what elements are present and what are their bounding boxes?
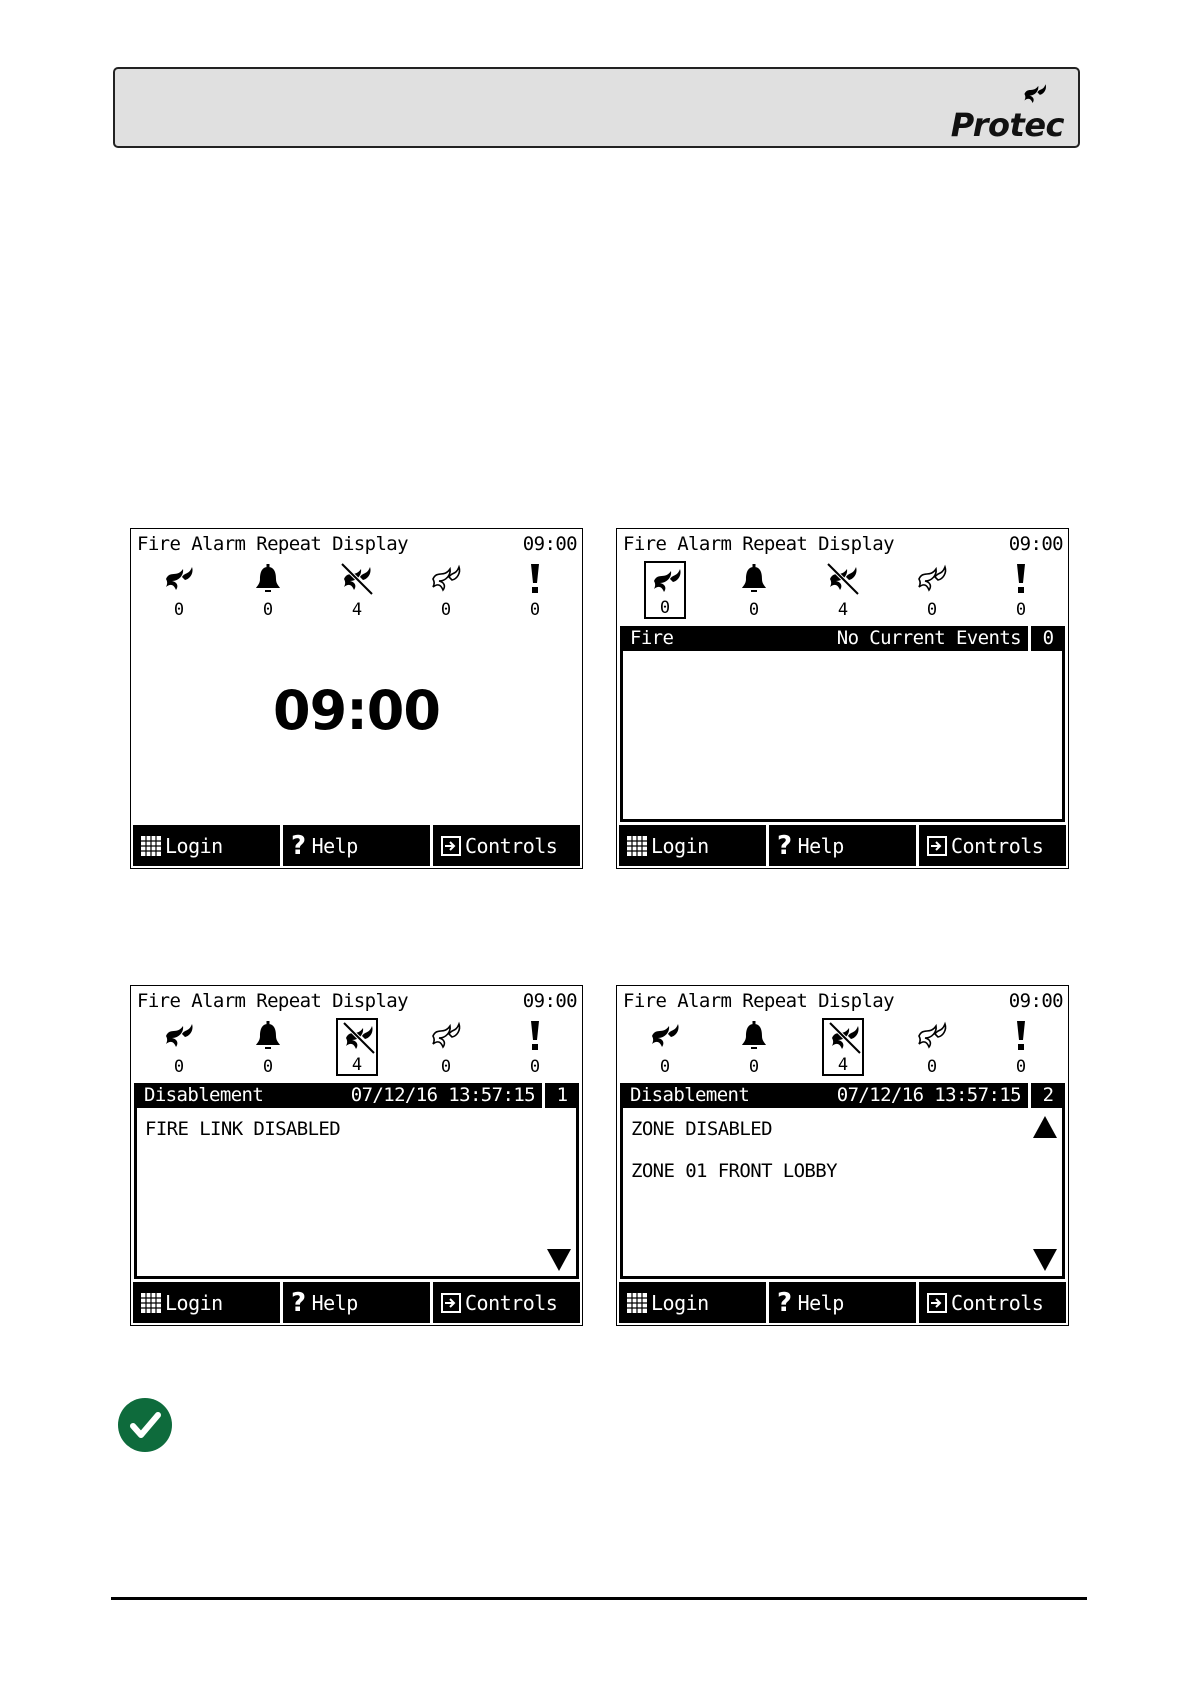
protec-logo: [950, 81, 1064, 144]
status-fault[interactable]: [1000, 561, 1042, 619]
status-prealarm[interactable]: [911, 561, 953, 619]
login-label: Login: [165, 833, 223, 858]
exclamation-icon: [519, 1020, 551, 1052]
event-info: No Current Events: [836, 627, 1021, 649]
button-bar: [133, 825, 580, 866]
event-list[interactable]: [620, 1083, 1065, 1279]
outline-fire-icon: [916, 563, 948, 595]
scroll-up-icon[interactable]: [1033, 1116, 1057, 1138]
big-clock: 09:00: [273, 679, 440, 742]
outline-fire-icon: [430, 1020, 462, 1052]
disabled-fire-icon: [827, 563, 859, 595]
bell-icon: [738, 1020, 770, 1052]
disabled-fire-icon: [829, 1022, 861, 1054]
bell-icon: [738, 563, 770, 595]
event-number: 1: [542, 1083, 579, 1108]
disablement-count: 4: [837, 1055, 849, 1075]
status-fault[interactable]: [514, 561, 556, 619]
controls-button[interactable]: [433, 825, 580, 866]
exit-arrow-icon: [927, 836, 947, 856]
help-icon: ?: [777, 830, 792, 861]
controls-label: Controls: [951, 833, 1044, 858]
exclamation-icon: [1005, 1020, 1037, 1052]
event-header: [620, 1083, 1065, 1108]
logo-text: Protec: [950, 106, 1064, 144]
disablement-count: 4: [351, 1055, 363, 1075]
status-fire[interactable]: [644, 1018, 686, 1076]
fire-icon: [649, 1020, 681, 1052]
event-type: Disablement: [630, 1084, 750, 1106]
disablement-count: 4: [837, 600, 849, 620]
event-type: Fire: [630, 627, 674, 649]
fire-count: 0: [173, 600, 185, 620]
status-alarm[interactable]: [247, 1018, 289, 1076]
display-time: 09:00: [522, 990, 577, 1012]
fault-count: 0: [1015, 1057, 1027, 1077]
fault-count: 0: [529, 1057, 541, 1077]
exit-arrow-icon: [441, 1293, 461, 1313]
status-prealarm[interactable]: [911, 1018, 953, 1076]
controls-label: Controls: [465, 833, 558, 858]
help-label: Help: [311, 833, 358, 858]
check-circle-icon: [118, 1398, 172, 1452]
prealarm-count: 0: [440, 1057, 452, 1077]
status-disablement[interactable]: [336, 561, 378, 619]
login-label: Login: [165, 1290, 223, 1315]
status-fire[interactable]: [158, 1018, 200, 1076]
display-time: 09:00: [522, 533, 577, 555]
login-label: Login: [651, 1290, 709, 1315]
exclamation-icon: [1005, 563, 1037, 595]
alarm-count: 0: [748, 600, 760, 620]
keypad-icon: [141, 836, 161, 856]
event-list[interactable]: [620, 626, 1065, 822]
login-button[interactable]: [619, 825, 766, 866]
protec-flame-icon: [1018, 81, 1052, 107]
event-line: ZONE 01 FRONT LOBBY: [631, 1160, 837, 1182]
keypad-icon: [141, 1293, 161, 1313]
outline-fire-icon: [430, 563, 462, 595]
alarm-count: 0: [748, 1057, 760, 1077]
controls-label: Controls: [465, 1290, 558, 1315]
login-button[interactable]: [619, 1282, 766, 1323]
login-label: Login: [651, 833, 709, 858]
display-panel-disablement-2: [616, 985, 1069, 1326]
footer-divider: [111, 1597, 1087, 1600]
disablement-count: 4: [351, 600, 363, 620]
fault-count: 0: [1015, 600, 1027, 620]
help-icon: ?: [777, 1287, 792, 1318]
exclamation-icon: [519, 563, 551, 595]
controls-button[interactable]: [919, 825, 1066, 866]
bell-icon: [252, 563, 284, 595]
display-title: Fire Alarm Repeat Display: [623, 533, 894, 555]
page-header: [113, 67, 1080, 148]
event-timestamp: 07/12/16 13:57:15: [350, 1084, 535, 1106]
exit-arrow-icon: [927, 1293, 947, 1313]
scroll-down-icon[interactable]: [1033, 1249, 1057, 1271]
button-bar: [619, 1282, 1066, 1323]
status-fire[interactable]: [158, 561, 200, 619]
help-button[interactable]: [769, 825, 916, 866]
alarm-count: 0: [262, 600, 274, 620]
status-disablement[interactable]: [336, 1018, 378, 1076]
fire-icon: [163, 1020, 195, 1052]
scroll-down-icon[interactable]: [547, 1249, 571, 1271]
bell-icon: [252, 1020, 284, 1052]
button-bar: [619, 825, 1066, 866]
status-fault[interactable]: [514, 1018, 556, 1076]
prealarm-count: 0: [926, 600, 938, 620]
status-disablement[interactable]: [822, 561, 864, 619]
display-title: Fire Alarm Repeat Display: [137, 990, 408, 1012]
event-number: 2: [1028, 1083, 1065, 1108]
controls-button[interactable]: [433, 1282, 580, 1323]
disabled-fire-icon: [341, 563, 373, 595]
prealarm-count: 0: [440, 600, 452, 620]
exit-arrow-icon: [441, 836, 461, 856]
display-title: Fire Alarm Repeat Display: [623, 990, 894, 1012]
fault-count: 0: [529, 600, 541, 620]
help-icon: ?: [291, 830, 306, 861]
display-panel-disablement-1: [130, 985, 583, 1326]
event-line: ZONE DISABLED: [631, 1118, 772, 1140]
display-panel-home: [130, 528, 583, 869]
display-panel-fire: [616, 528, 1069, 869]
status-prealarm[interactable]: [425, 561, 467, 619]
event-header: [134, 1083, 579, 1108]
display-time: 09:00: [1008, 533, 1063, 555]
fire-count: 0: [659, 1057, 671, 1077]
event-list[interactable]: [134, 1083, 579, 1279]
event-type: Disablement: [144, 1084, 264, 1106]
event-number: 0: [1028, 626, 1065, 651]
help-button[interactable]: [283, 825, 430, 866]
fire-icon: [651, 565, 683, 597]
status-alarm[interactable]: [247, 561, 289, 619]
help-label: Help: [311, 1290, 358, 1315]
event-line: FIRE LINK DISABLED: [145, 1118, 341, 1140]
display-title: Fire Alarm Repeat Display: [137, 533, 408, 555]
help-label: Help: [797, 1290, 844, 1315]
prealarm-count: 0: [926, 1057, 938, 1077]
fire-count: 0: [173, 1057, 185, 1077]
event-timestamp: 07/12/16 13:57:15: [836, 1084, 1021, 1106]
help-icon: ?: [291, 1287, 306, 1318]
help-button[interactable]: [769, 1282, 916, 1323]
controls-button[interactable]: [919, 1282, 1066, 1323]
status-prealarm[interactable]: [425, 1018, 467, 1076]
fire-icon: [163, 563, 195, 595]
fire-count: 0: [659, 598, 671, 618]
disabled-fire-icon: [343, 1022, 375, 1054]
controls-label: Controls: [951, 1290, 1044, 1315]
status-fault[interactable]: [1000, 1018, 1042, 1076]
status-disablement[interactable]: [822, 1018, 864, 1076]
help-label: Help: [797, 833, 844, 858]
button-bar: [133, 1282, 580, 1323]
alarm-count: 0: [262, 1057, 274, 1077]
keypad-icon: [627, 836, 647, 856]
status-alarm[interactable]: [733, 1018, 775, 1076]
outline-fire-icon: [916, 1020, 948, 1052]
status-alarm[interactable]: [733, 561, 775, 619]
keypad-icon: [627, 1293, 647, 1313]
login-button[interactable]: [133, 825, 280, 866]
login-button[interactable]: [133, 1282, 280, 1323]
event-header: [620, 626, 1065, 651]
display-time: 09:00: [1008, 990, 1063, 1012]
help-button[interactable]: [283, 1282, 430, 1323]
status-fire[interactable]: [644, 561, 686, 619]
